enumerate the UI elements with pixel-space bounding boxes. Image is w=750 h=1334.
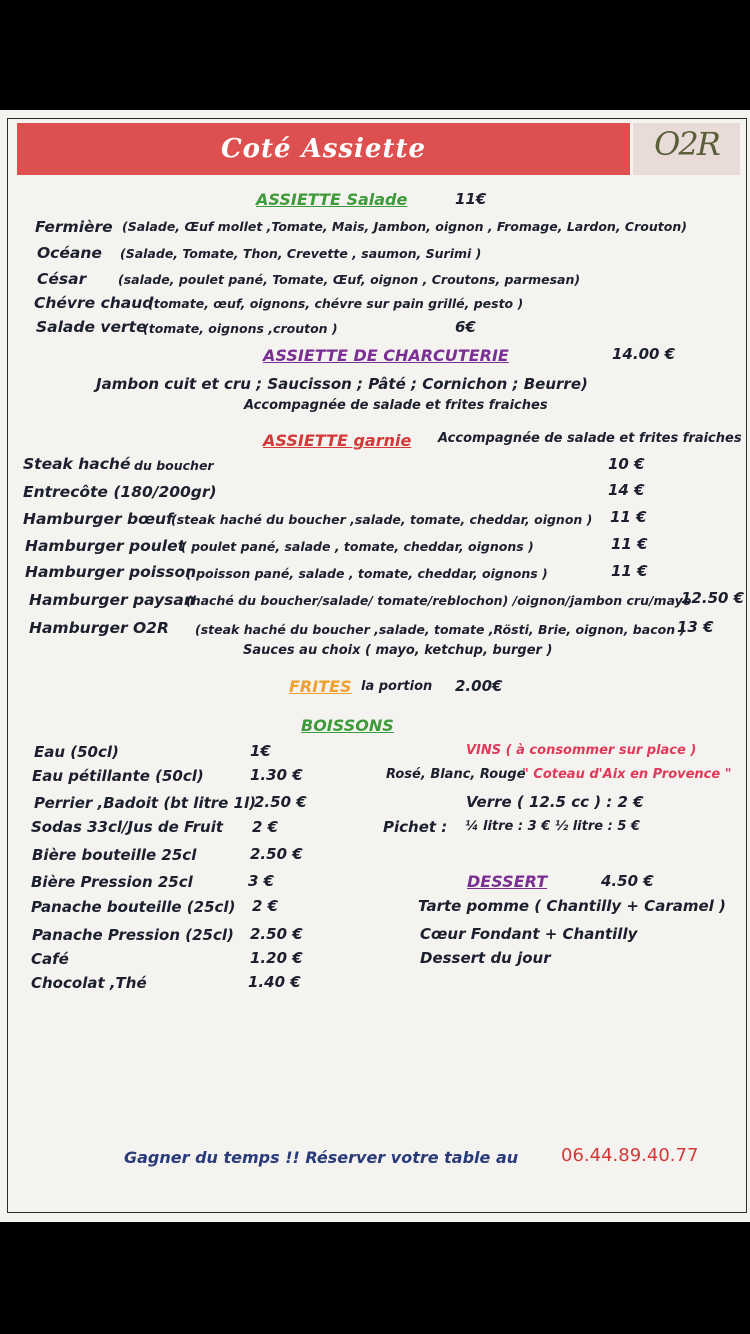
garnie-heading: ASSIETTE garnie [263, 431, 412, 450]
garnie-item-desc: (steak haché du boucher ,salade, tomate ,Rösti, Brie, oignon, bacon ) [195, 622, 686, 637]
frites-price: 2.00€ [455, 677, 503, 695]
garnie-item-name: Steak haché [23, 455, 131, 473]
vins-pichet-label: Pichet : [383, 818, 448, 836]
salade-item-desc: (tomate, oignons ,crouton ) [143, 321, 338, 336]
boisson-name: Sodas 33cl/Jus de Fruit [31, 818, 224, 836]
boisson-price: 1€ [250, 742, 271, 760]
salade-item-name: Chévre chaud [34, 294, 154, 312]
salade-item-name: Fermière [35, 218, 113, 236]
vins-verre: Verre ( 12.5 cc ) : 2 € [466, 793, 644, 811]
brand-logo [633, 123, 740, 175]
salade-item-name: César [37, 270, 87, 288]
garnie-item-desc: (steak haché du boucher ,salade, tomate, cheddar, oignon ) [171, 512, 593, 527]
garnie-item-name: Hamburger O2R [29, 619, 169, 637]
sauces-note: Sauces au choix ( mayo, ketchup, burger ) [243, 643, 553, 658]
boisson-name: Panache bouteille (25cl) [31, 898, 236, 916]
boisson-name: Panache Pression (25cl) [32, 926, 234, 944]
garnie-item-name: Hamburger paysan [29, 591, 195, 609]
garnie-item-price: 14 € [608, 481, 645, 499]
salade-price: 11€ [455, 190, 487, 208]
boisson-name: Chocolat ,Thé [31, 974, 147, 992]
footer-phone: 06.44.89.40.77 [561, 1145, 699, 1166]
garnie-item-desc: ( poulet pané, salade , tomate, cheddar, oignons ) [181, 539, 534, 554]
salade-item-name: Salade verte [36, 318, 147, 336]
vins-types: Rosé, Blanc, Rouge [386, 767, 526, 782]
boisson-name: Eau (50cl) [34, 743, 119, 761]
logo-text: O2R [654, 125, 719, 163]
garnie-item-desc: (haché du boucher/salade/ tomate/reblochon) /oignon/jambon cru/mayo [186, 593, 692, 608]
vins-appellation: " Coteau d'Aix en Provence " [522, 767, 732, 782]
salade-item-price: 6€ [455, 318, 476, 336]
vins-heading: VINS ( à consommer sur place ) [466, 743, 697, 758]
boisson-price: 1.40 € [248, 973, 301, 991]
salade-item-desc: (Salade, Œuf mollet ,Tomate, Mais, Jambon, oignon , Fromage, Lardon, Crouton) [122, 219, 687, 234]
charcuterie-note: Accompagnée de salade et frites fraiches [244, 398, 548, 413]
boisson-name: Perrier ,Badoit (bt litre 1l) [34, 794, 256, 812]
vins-pichet-prices: ¼ litre : 3 € ½ litre : 5 € [465, 819, 640, 834]
page-title: Coté Assiette [220, 134, 427, 164]
boisson-price: 2 € [252, 818, 279, 836]
garnie-item-price: 13 € [677, 618, 714, 636]
boisson-price: 2.50 € [254, 793, 307, 811]
garnie-item-price: 10 € [608, 455, 645, 473]
boisson-name: Eau pétillante (50cl) [32, 767, 204, 785]
charcuterie-price: 14.00 € [612, 345, 676, 363]
dessert-price: 4.50 € [601, 872, 654, 890]
garnie-item-name: Entrecôte (180/200gr) [23, 483, 217, 501]
salade-heading: ASSIETTE Salade [256, 190, 408, 209]
dessert-heading: DESSERT [467, 872, 548, 891]
boisson-name: Bière bouteille 25cl [32, 846, 197, 864]
footer-text: Gagner du temps !! Réserver votre table au [124, 1148, 519, 1167]
boisson-price: 1.20 € [250, 949, 303, 967]
garnie-item-name: Hamburger poulet [25, 537, 186, 555]
garnie-item-price: 11 € [611, 562, 648, 580]
frites-label: la portion [361, 679, 433, 694]
salade-item-desc: (salade, poulet pané, Tomate, Œuf, oignon , Croutons, parmesan) [118, 272, 581, 287]
garnie-item-price: 12.50 € [681, 589, 745, 607]
garnie-item-name: Hamburger poisson [25, 563, 197, 581]
boisson-price: 2.50 € [250, 845, 303, 863]
garnie-item-desc: ( poisson pané, salade , tomate, cheddar, oignons ) [186, 566, 548, 581]
boissons-heading: BOISSONS [301, 716, 394, 735]
boisson-price: 2 € [252, 897, 279, 915]
boisson-name: Bière Pression 25cl [31, 873, 193, 891]
garnie-item-name: Hamburger bœuf [23, 510, 173, 528]
frites-heading: FRITES [289, 677, 352, 696]
dessert-item: Cœur Fondant + Chantilly [420, 925, 638, 943]
salade-item-desc: (Salade, Tomate, Thon, Crevette , saumon, Surimi ) [120, 246, 482, 261]
boisson-name: Café [31, 950, 69, 968]
garnie-note: Accompagnée de salade et frites fraiches [438, 431, 742, 446]
salade-item-desc: (tomate, œuf, oignons, chévre sur pain grillé, pesto ) [148, 296, 524, 311]
boisson-price: 3 € [248, 872, 275, 890]
dessert-item: Dessert du jour [420, 949, 551, 967]
garnie-item-desc: du boucher [134, 458, 214, 473]
charcuterie-heading: ASSIETTE DE CHARCUTERIE [263, 346, 509, 365]
charcuterie-line: Jambon cuit et cru ; Saucisson ; Pâté ; Cornichon ; Beurre) [96, 375, 588, 393]
garnie-item-price: 11 € [610, 508, 647, 526]
garnie-item-price: 11 € [611, 535, 648, 553]
boisson-price: 1.30 € [250, 766, 303, 784]
dessert-item: Tarte pomme ( Chantilly + Caramel ) [418, 897, 726, 915]
salade-item-name: Océane [37, 244, 102, 262]
boisson-price: 2.50 € [250, 925, 303, 943]
